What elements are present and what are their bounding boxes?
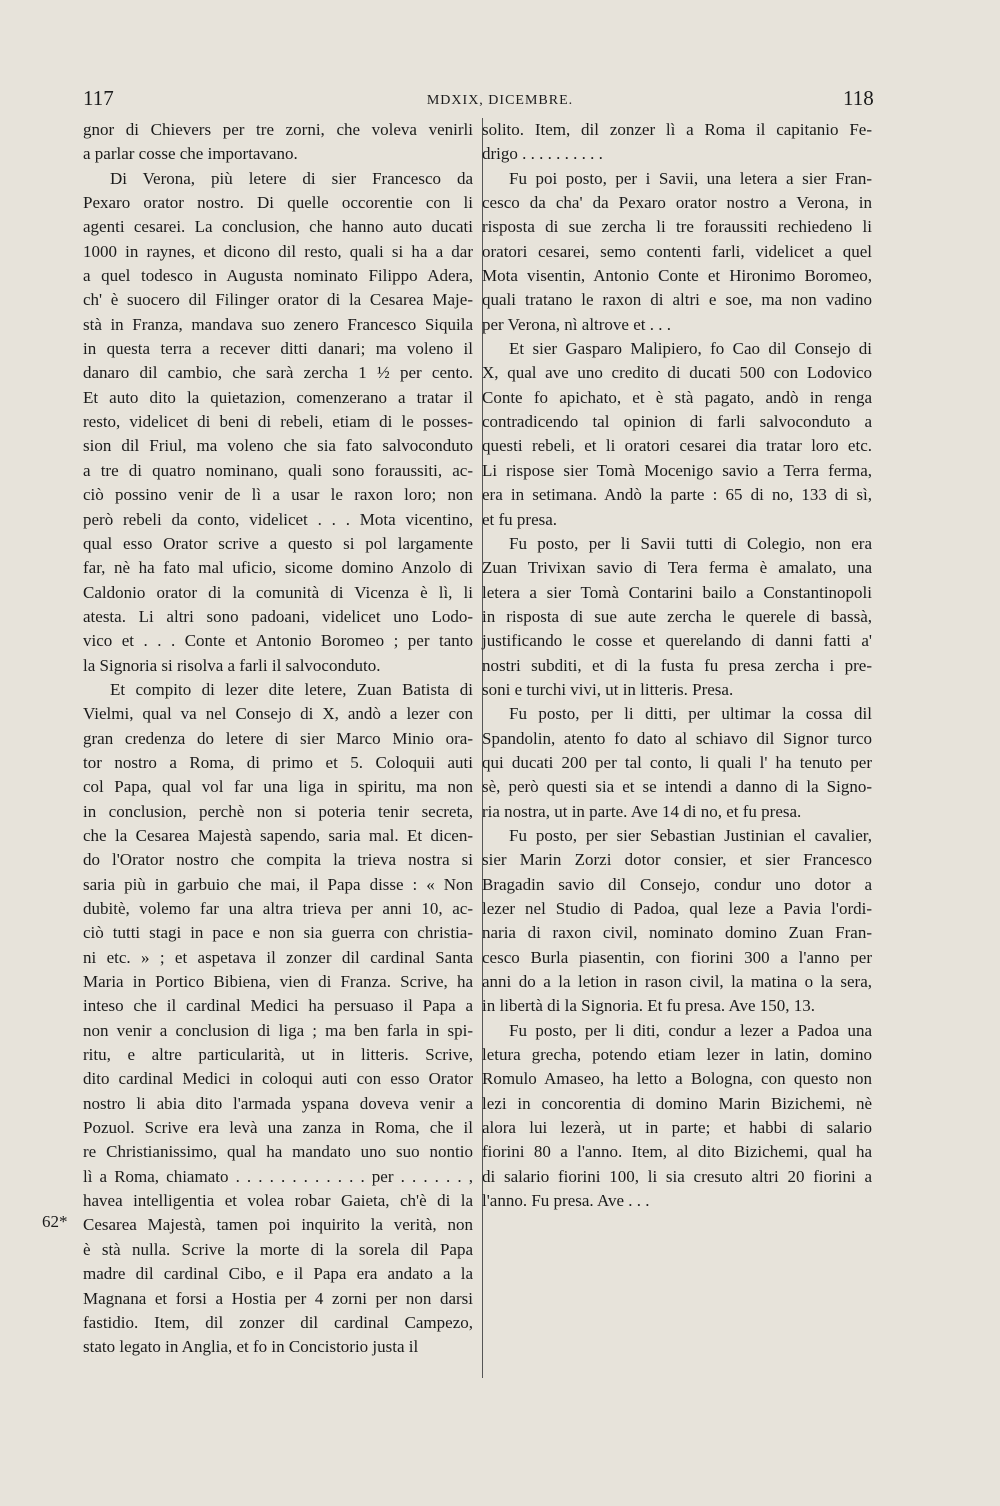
text-line: Pexaro orator nostro. Di quelle occorentie con li — [83, 193, 473, 213]
text-line: che la Cesarea Majestà sapendo, saria mal. Et dicen- — [83, 825, 473, 845]
text-line: do l'Orator nostro che compita la trieva nostra si — [83, 850, 473, 870]
text-line: di salario fiorini 100, li sia cresuto altri 20 fiorini a — [482, 1166, 872, 1186]
text-line: in libertà di la Signoria. Et fu presa. Ave 150, 13. — [482, 996, 816, 1016]
text-line: inteso che il cardinal Medici ha persuaso il Papa a — [83, 996, 473, 1016]
text-line: Et sier Gasparo Malipiero, fo Cao dil Consejo di — [509, 339, 872, 359]
left-column — [83, 118, 473, 1360]
text-line: alora lui lezerà, ut in parte; et habbi di salario — [482, 1118, 872, 1138]
text-line: atesta. Li altri sono padoani, videlicet uno Lodo- — [83, 606, 473, 626]
text-line: letura grecha, potendo etiam lezer in latin, domino — [482, 1045, 872, 1065]
text-line: havea intelligentia et volea robar Gaieta, ch'è di la — [83, 1191, 473, 1211]
text-line: 1000 in raynes, et dicono dil resto, quali si ha a dar — [83, 241, 473, 261]
text-line: in questa terra a recever ditti danari; ma voleno il — [83, 339, 473, 359]
text-line: Caldonio orator di la comunità di Vicenza è lì, li — [83, 582, 473, 602]
text-line: stà in Franza, mandava suo zenero Francesco Siquila — [83, 314, 473, 334]
text-line: Fu posto, per li diti, condur a lezer a Padoa una — [509, 1020, 872, 1040]
text-line: Bragadin savio dil Consejo, condur uno dotor a — [482, 874, 872, 894]
text-line: gran credenza do letere di sier Marco Minio ora- — [83, 728, 473, 748]
text-line: anni do a la letion in rason civil, la matina o la sera, — [482, 972, 872, 992]
text-line: lì a Roma, chiamato . . . . . . . . . . . . per . . . . . . , — [83, 1166, 473, 1186]
text-line: l'anno. Fu presa. Ave . . . — [482, 1191, 650, 1211]
text-line: sè, però questi sia et se intendi a danno di la Signo- — [482, 777, 872, 797]
text-line: Et compito di lezer dite letere, Zuan Batista di — [110, 679, 473, 699]
text-line: tor nostro a Roma, di primo et 5. Coloquii auti — [83, 752, 473, 772]
text-line: ria nostra, ut in parte. Ave 14 di no, et fu presa. — [482, 801, 802, 821]
margin-note: 62* — [42, 1212, 68, 1231]
text-line: et fu presa. — [482, 509, 558, 529]
text-line: Spandolin, atento fo dato al schiavo dil Signor turco — [482, 728, 872, 748]
text-line: danaro dil cambio, che sarà zercha 1 ½ per cento. — [83, 363, 473, 383]
text-line: Fu poi posto, per i Savii, una letera a sier Fran- — [509, 168, 872, 188]
text-line: ritu, e altre particularità, ut in litteris. Scrive, — [83, 1045, 473, 1065]
text-line: sion dil Friul, ma voleno che sia fato salvoconduto — [83, 436, 473, 456]
text-line: letera a sier Tomà Contarini bailo a Constantinopoli — [482, 582, 872, 602]
text-line: Et auto dito la quietazion, comenzerano a tratar il — [83, 387, 473, 407]
text-line: Pozuol. Scrive era levà una zanza in Roma, che il — [83, 1118, 473, 1138]
text-line: Vielmi, qual va nel Consejo di X, andò a lezer con — [83, 704, 473, 724]
text-line: ciò possino venir de lì a usar le raxon loro; non — [83, 485, 473, 505]
text-line: a tre di quatro nominano, quali sono foraussiti, ac- — [83, 460, 473, 480]
text-line: però rebeli da conto, videlicet . . . Mota vicentino, — [83, 509, 473, 529]
text-line: resto, videlicet di beni di rebeli, etiam di le posses- — [83, 412, 473, 432]
text-line: risposta di sue zercha li tre foraussiti rechiedeno li — [482, 217, 872, 237]
text-line: Maria in Portico Bibiena, vien di Franza. Scrive, ha — [83, 972, 473, 992]
text-line: lezi in concorentia di domino Marin Bizichemi, nè — [482, 1093, 872, 1113]
text-line: Li rispose sier Tomà Mocenigo savio a Terra ferma, — [482, 460, 872, 480]
text-line: gnor di Chievers per tre zorni, che voleva venirli — [83, 120, 473, 139]
text-line: soni e turchi vivi, ut in litteris. Presa. — [482, 679, 734, 699]
text-line: Cesarea Majestà, tamen poi inquirito la verità, non — [83, 1215, 473, 1235]
text-line: Fu posto, per li Savii tutti di Colegio, non era — [509, 533, 872, 553]
text-line: a quel todesco in Augusta nominato Filippo Adera, — [83, 266, 473, 286]
text-line: saria più in garbuio che mai, il Papa disse : « Non — [83, 874, 473, 894]
text-line: madre dil cardinal Cibo, e il Papa era andato a la — [83, 1264, 473, 1284]
text-line: non venir a conclusion di liga ; ma ben farla in spi- — [83, 1020, 473, 1040]
text-line: solito. Item, dil zonzer lì a Roma il capitanio Fe- — [482, 120, 872, 139]
text-line: in risposta di sue aute zercha le querele di bassà, — [482, 606, 872, 626]
text-line: stato legato in Anglia, et fo in Concistorio justa il — [83, 1337, 419, 1357]
text-line: X, qual ave uno credito di ducati 500 con Lodovico — [482, 363, 872, 383]
text-line: naria di raxon civil, nominato domino Zuan Fran- — [482, 923, 872, 943]
text-line: fastidio. Item, dil zonzer dil cardinal Campezo, — [83, 1312, 473, 1332]
text-line: nostro li abia dito l'armada yspana doveva venir a — [83, 1093, 473, 1113]
text-line: drigo . . . . . . . . . . — [482, 144, 603, 164]
text-line: ni etc. » ; et aspetava il zonzer dil cardinal Santa — [83, 947, 473, 967]
text-line: dito cardinal Medici in coloqui auti con esso Orator — [83, 1069, 473, 1089]
text-line: ciò tutti stagi in pace e non sia guerra con christia- — [83, 923, 473, 943]
text-line: qui ducati 200 per tal conto, li quali l' ha tenuto per — [482, 752, 872, 772]
text-line: la Signoria si risolva a farli il salvoconduto. — [83, 655, 381, 675]
text-line: Fu posto, per li ditti, per ultimar la cossa dil — [509, 704, 872, 724]
text-line: Conte fo apichato, et è stà pagato, andò in renga — [482, 387, 872, 407]
text-line: vico et . . . Conte et Antonio Boromeo ; per tanto — [83, 631, 473, 651]
text-line: Mota visentin, Antonio Conte et Hironimo Boromeo, — [482, 266, 872, 286]
text-line: justificando le cosse et querelando di danni fatti a' — [482, 631, 872, 651]
text-line: Di Verona, più letere di sier Francesco da — [110, 168, 473, 188]
text-line: col Papa, qual vol far una liga in spiritu, ma non — [83, 777, 473, 797]
text-line: per Verona, nì altrove et . . . — [482, 314, 671, 334]
text-line: contradicendo tal opinion di farli salvoconduto a — [482, 412, 872, 432]
text-line: Fu posto, per sier Sebastian Justinian el cavalier, — [509, 825, 872, 845]
text-line: Romulo Amaseo, ha letto a Bologna, con questo non — [482, 1069, 872, 1089]
text-line: era in setimana. Andò la parte : 65 di no, 133 di sì, — [482, 485, 872, 505]
text-line: agenti cesarei. La conclusion, che hanno auto ducati — [83, 217, 473, 237]
text-line: Zuan Trivixan savio di Tera ferma è amalato, una — [482, 558, 872, 578]
text-line: in conclusion, perchè non si poteria tenir secreta, — [83, 801, 473, 821]
text-line: nostri subditi, et di la fusta fu presa zercha i pre- — [482, 655, 872, 675]
text-line: lezer nel Studio di Padoa, qual leze a Pavia l'ordi- — [482, 899, 872, 918]
text-line: a parlar cosse che importavano. — [83, 144, 298, 164]
text-line: oratori cesarei, semo contenti farli, videlicet a quel — [482, 241, 872, 261]
text-line: cesco da cha' da Pexaro orator nostro a Verona, in — [482, 193, 872, 213]
text-line: ch' è suocero dil Filinger orator di la Cesarea Maje- — [83, 290, 473, 310]
page-number-left: 117 — [83, 86, 114, 110]
text-line: re Christianissimo, qual ha mandato uno suo nontio — [83, 1142, 473, 1162]
text-line: fiorini 80 a l'anno. Item, al dito Bizichemi, qual ha — [482, 1142, 872, 1162]
right-column — [482, 118, 872, 1213]
running-title: MDXIX, DICEMBRE. — [426, 93, 574, 108]
text-line: far, nè ha fato mal uficio, sicome domino Anzolo di — [83, 558, 473, 578]
page-number-right: 118 — [843, 86, 874, 110]
text-line: è stà nulla. Scrive la morte di la sorela dil Papa — [83, 1239, 473, 1259]
text-line: qual esso Orator scrive a questo si pol largamente — [83, 533, 473, 553]
text-line: cesco Burla piasentin, con fiorini 300 a l'anno per — [482, 947, 872, 967]
text-line: Magnana et forsi a Hostia per 4 zorni per non darsi — [83, 1288, 473, 1308]
text-line: quali tratano le raxon di altri e soe, ma non vadino — [482, 290, 872, 310]
text-line: questi rebeli, et li oratori cesarei dia tratar loro etc. — [482, 436, 872, 456]
text-line: dubitè, volemo far una altra trieva per anni 10, ac- — [83, 899, 473, 918]
text-line: sier Marin Zorzi dotor consier, et sier Francesco — [482, 850, 872, 870]
